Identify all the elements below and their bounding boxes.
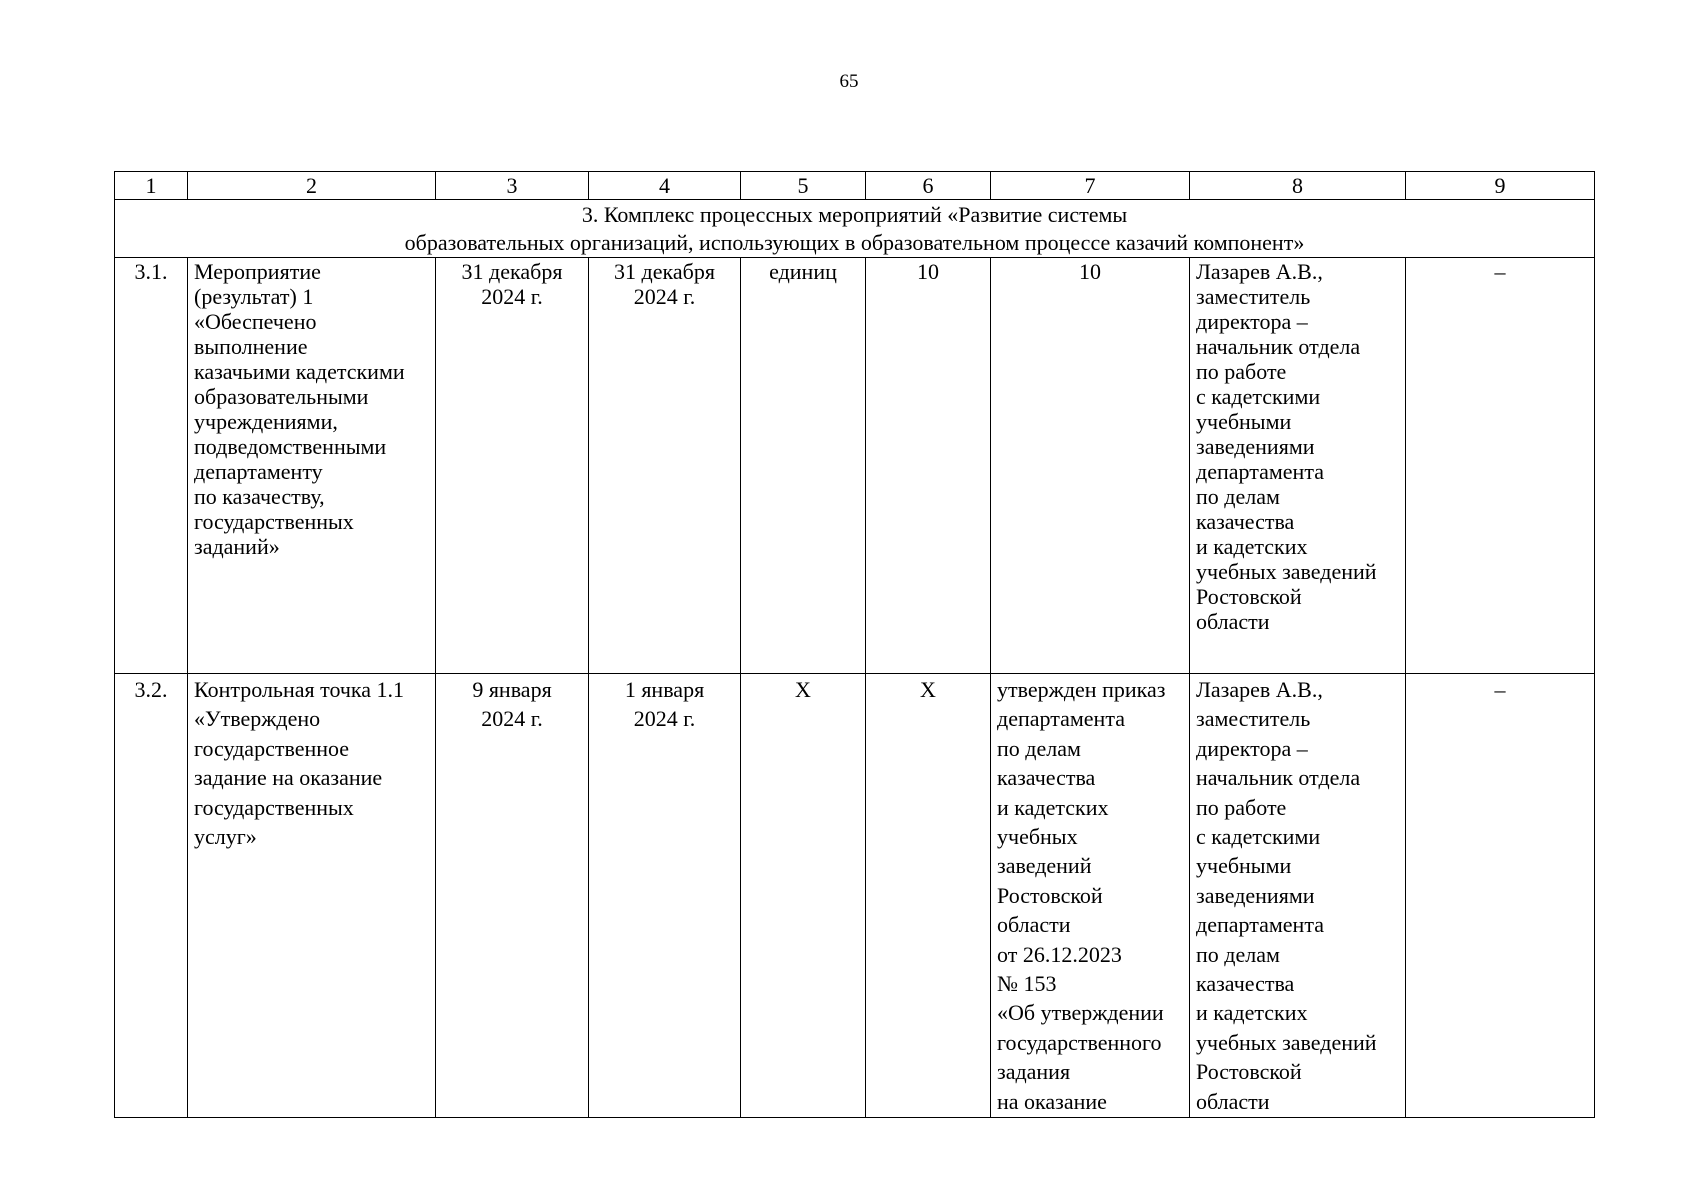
page-number: 65 [839,71,859,92]
row-name: Контрольная точка 1.1 «Утверждено государственное задание на оказание государственных услуг» [188,674,436,1118]
table-row [115,258,1595,674]
row-col9: – [1406,258,1595,674]
row-col9: – [1406,674,1595,1118]
row-col6: 10 [866,258,991,674]
column-number: 1 [115,172,188,200]
column-number: 6 [866,172,991,200]
row-name: Мероприятие (результат) 1 «Обеспечено выполнение казачьими кадетскими образовательными учреждениями, подведомственными департаменту по казачеству, государственных заданий» [188,258,436,674]
row-col8: Лазарев А.В., заместитель директора – начальник отдела по работе с кадетскими учебными заведениями департамента по делам казачества и кадетских учебных заведений Ростовской области [1190,258,1406,674]
column-number: 2 [188,172,436,200]
row-col3: 9 января 2024 г. [436,674,589,1118]
row-col7: утвержден приказ департамента по делам казачества и кадетских учебных заведений Ростовской области от 26.12.2023 № 153 «Об утверждении государственного задания на оказание [991,674,1190,1118]
section-title: 3. Комплекс процессных мероприятий «Развитие системы образовательных организаций, использующих в образовательном процессе казачий компонент» [115,200,1595,258]
row-col7: 10 [991,258,1190,674]
row-col3: 31 декабря 2024 г. [436,258,589,674]
row-col4: 1 января 2024 г. [589,674,741,1118]
column-number: 3 [436,172,589,200]
table-row [115,674,1595,1118]
row-col4: 31 декабря 2024 г. [589,258,741,674]
row-number: 3.2. [115,674,188,1118]
column-number: 5 [741,172,866,200]
section-title-row [115,200,1595,258]
row-col8: Лазарев А.В., заместитель директора – начальник отдела по работе с кадетскими учебными заведениями департамента по делам казачества и кадетских учебных заведений Ростовской области [1190,674,1406,1118]
row-col6: Х [866,674,991,1118]
row-col5: единиц [741,258,866,674]
column-number: 9 [1406,172,1595,200]
column-number: 4 [589,172,741,200]
column-number-row [115,172,1595,200]
row-col5: Х [741,674,866,1118]
column-number: 8 [1190,172,1406,200]
column-number: 7 [991,172,1190,200]
row-number: 3.1. [115,258,188,674]
measures-table [114,171,1595,1118]
